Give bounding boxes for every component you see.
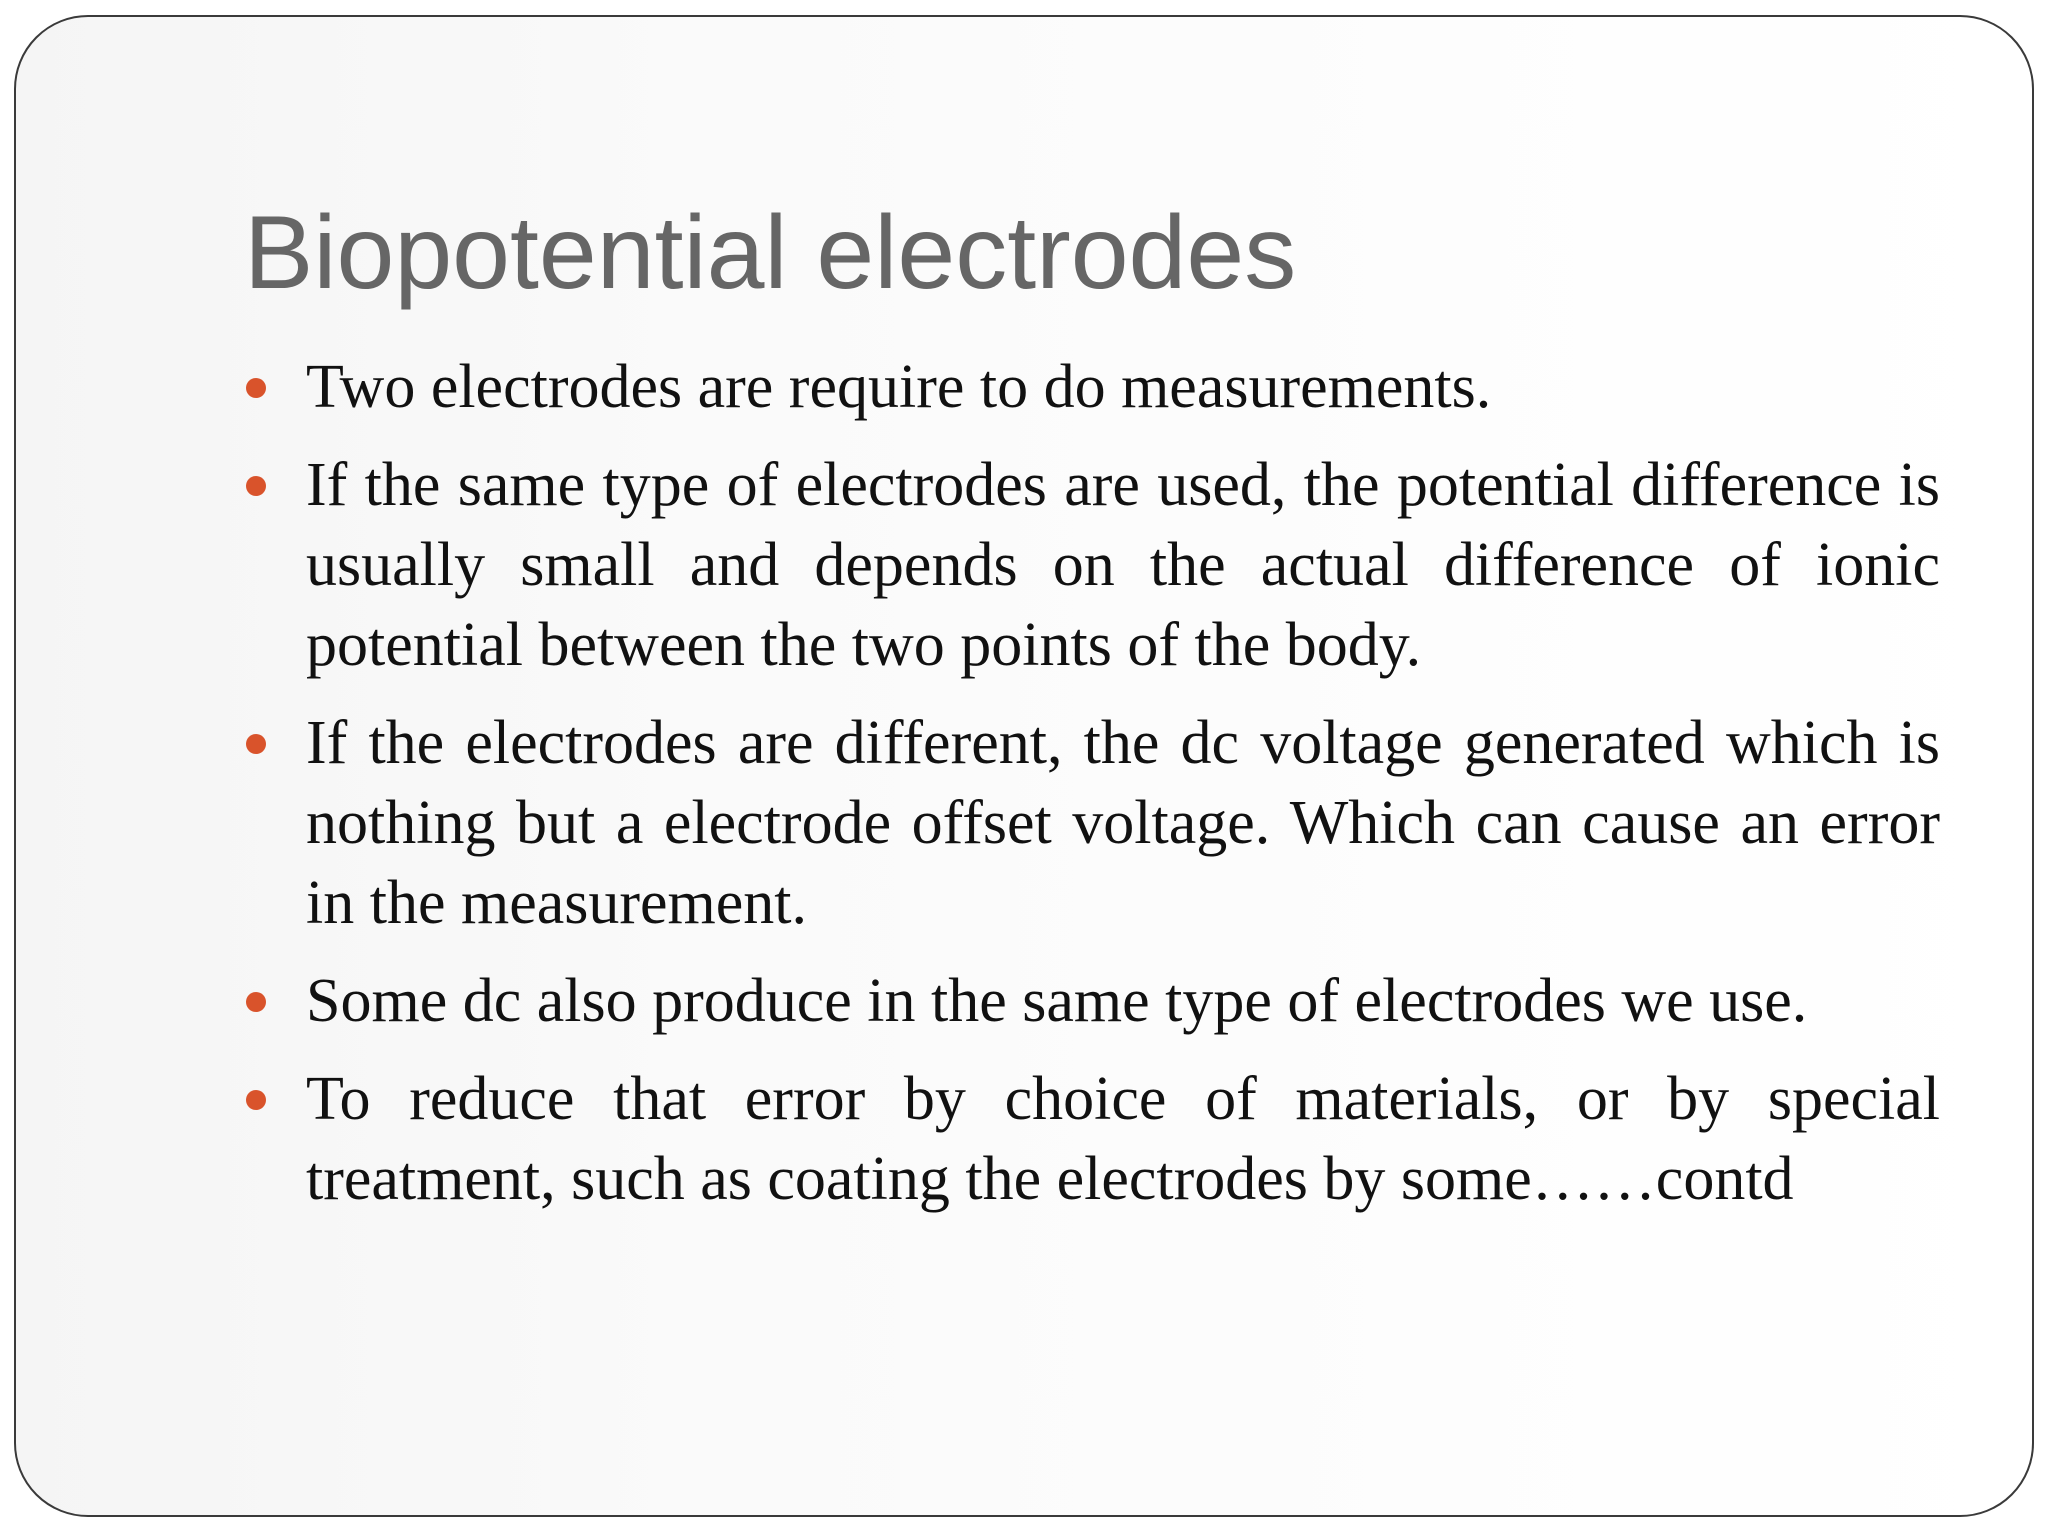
bullet-dot-icon [246, 476, 266, 496]
slide [14, 15, 2034, 1517]
bullet-text: If the same type of electrodes are used, the potential difference is usually small and depends on the actual difference of ionic potential between the two points of the body. [306, 451, 1940, 679]
bullet-dot-icon [246, 992, 266, 1012]
bullet-dot-icon [246, 1090, 266, 1110]
bullet-dot-icon [246, 734, 266, 754]
bullet-text: Two electrodes are require to do measurements. [306, 353, 1492, 421]
bullet-dot-icon [246, 378, 266, 398]
slide-title: Biopotential electrodes [244, 195, 1297, 311]
bullet-item [244, 445, 1940, 685]
bullet-text: If the electrodes are different, the dc voltage generated which is nothing but a electrode offset voltage. Which can cause an error in the measurement. [306, 709, 1940, 937]
bullet-item [244, 703, 1940, 943]
bullet-text: Some dc also produce in the same type of electrodes we use. [306, 967, 1808, 1035]
bullet-item [244, 961, 1940, 1041]
bullet-item [244, 1059, 1940, 1219]
bullet-text: To reduce that error by choice of materials, or by special treatment, such as coating the electrodes by some……contd [306, 1065, 1940, 1213]
bullet-item [244, 347, 1940, 427]
bullet-list [244, 347, 1940, 1237]
